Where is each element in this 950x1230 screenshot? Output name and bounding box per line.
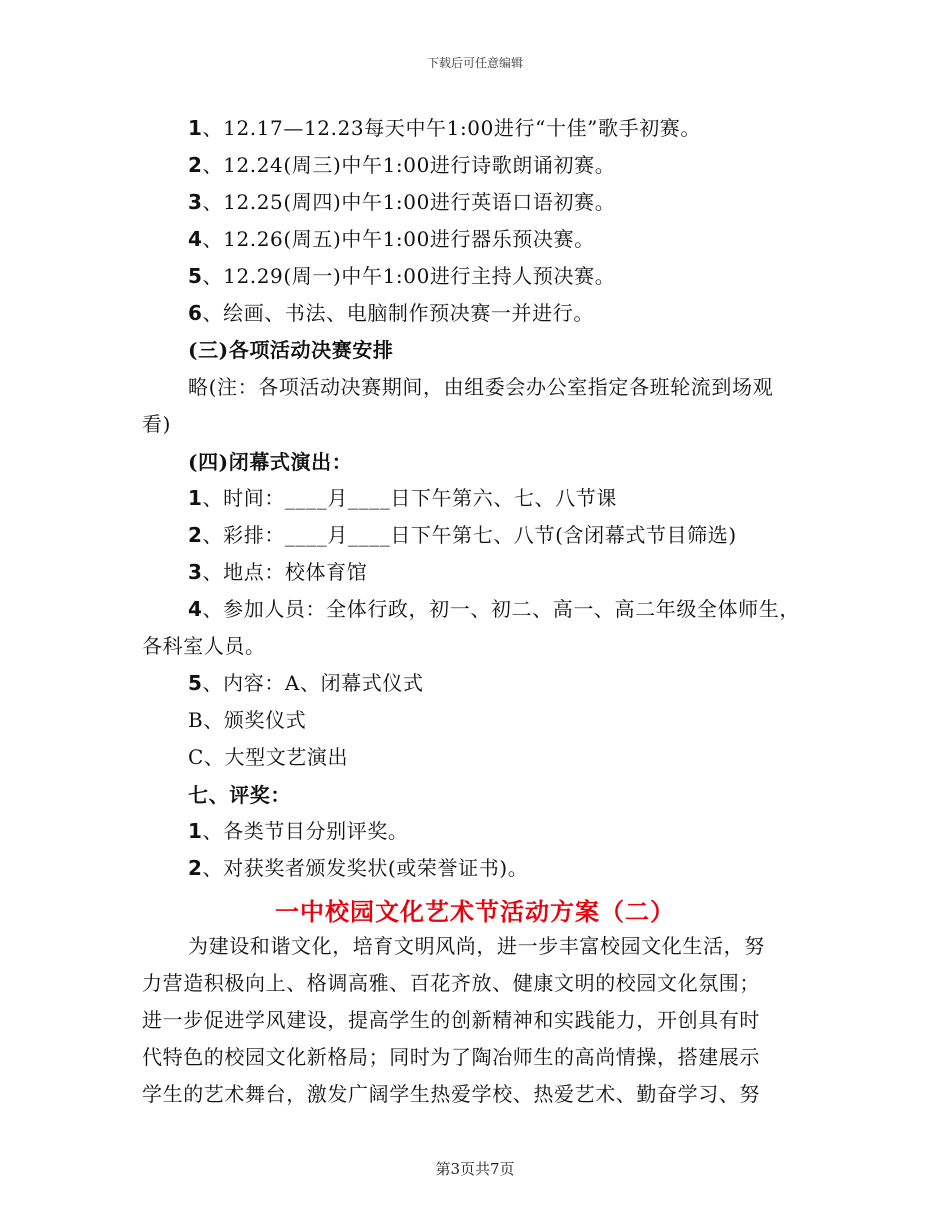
item-text: 、参加人员：全体行政，初一、初二、高一、高二年级全体师生， bbox=[202, 597, 800, 621]
item-number: 2 bbox=[188, 523, 203, 547]
section-title: 一中校园文化艺术节活动方案（二） bbox=[275, 897, 675, 926]
item-number: 4 bbox=[188, 597, 203, 621]
list-item bbox=[188, 817, 409, 845]
paragraph-line: 为建设和谐文化，培育文明风尚，进一步丰富校园文化生活，努 bbox=[188, 934, 765, 958]
paragraph-line: 力营造积极向上、格调高雅、百花齐放、健康文明的校园文化氛围； bbox=[142, 971, 760, 995]
page-footer: 第3页共7页 bbox=[435, 1160, 515, 1178]
section-heading: (四)闭幕式演出： bbox=[188, 450, 353, 474]
list-item bbox=[188, 558, 367, 586]
item-text: 、地点：校体育馆 bbox=[202, 560, 368, 584]
item-text: 、12.25(周四)中午1:00进行英语口语初赛。 bbox=[202, 190, 616, 214]
section-heading: 七、评奖： bbox=[188, 783, 291, 807]
list-item bbox=[188, 854, 528, 882]
item-number: 1 bbox=[188, 116, 203, 140]
list-item bbox=[188, 595, 800, 623]
item-text: 、12.29(周一)中午1:00进行主持人预决赛。 bbox=[202, 264, 616, 288]
item-number: 3 bbox=[188, 190, 203, 214]
item-number: 1 bbox=[188, 486, 203, 510]
item-number: 5 bbox=[188, 671, 203, 695]
item-text: 、绘画、书法、电脑制作预决赛一并进行。 bbox=[202, 301, 594, 325]
item-number: 4 bbox=[188, 227, 203, 251]
item-text: 、12.24(周三)中午1:00进行诗歌朗诵初赛。 bbox=[202, 153, 616, 177]
list-item bbox=[188, 484, 617, 512]
item-number: 5 bbox=[188, 264, 203, 288]
paragraph-line: 代特色的校园文化新格局；同时为了陶冶师生的高尚情操，搭建展示 bbox=[142, 1045, 760, 1069]
item-text: 、时间：____月____日下午第六、七、八节课 bbox=[202, 486, 617, 510]
item-text: 、彩排：____月____日下午第七、八节(含闭幕式节目筛选) bbox=[202, 523, 737, 547]
list-item bbox=[188, 669, 424, 697]
item-text: 、12.17—12.23每天中午1:00进行“十佳”歌手初赛。 bbox=[202, 116, 702, 140]
list-item bbox=[188, 114, 701, 142]
paragraph-line: 看) bbox=[142, 412, 172, 436]
paragraph-line: 学生的艺术舞台，激发广阔学生热爱学校、热爱艺术、勤奋学习、努 bbox=[142, 1082, 760, 1106]
list-item bbox=[188, 521, 737, 549]
list-item bbox=[188, 299, 594, 327]
item-text: 、各类节目分别评奖。 bbox=[202, 819, 409, 843]
list-item bbox=[188, 151, 615, 179]
item-text: 、12.26(周五)中午1:00进行器乐预决赛。 bbox=[202, 227, 595, 251]
item-number: 3 bbox=[188, 560, 203, 584]
section-heading: (三)各项活动决赛安排 bbox=[188, 338, 394, 362]
item-number: 6 bbox=[188, 301, 203, 325]
paragraph-line: 进一步促进学风建设，提高学生的创新精神和实践能力，开创具有时 bbox=[142, 1008, 760, 1032]
paragraph-line: 略(注：各项活动决赛期间，由组委会办公室指定各班轮流到场观 bbox=[188, 375, 774, 399]
list-item bbox=[188, 225, 595, 253]
item-text: 、内容：A、闭幕式仪式 bbox=[202, 671, 424, 695]
item-number: 1 bbox=[188, 819, 203, 843]
list-item: C、大型文艺演出 bbox=[188, 745, 349, 769]
page-header: 下载后可任意编辑 bbox=[426, 56, 523, 70]
item-text: 、对获奖者颁发奖状(或荣誉证书)。 bbox=[202, 856, 529, 880]
list-item bbox=[188, 262, 615, 290]
item-number: 2 bbox=[188, 153, 203, 177]
paragraph-line: 各科室人员。 bbox=[142, 634, 266, 658]
list-item bbox=[188, 188, 615, 216]
item-number: 2 bbox=[188, 856, 203, 880]
list-item: B、颁奖仪式 bbox=[188, 708, 307, 732]
